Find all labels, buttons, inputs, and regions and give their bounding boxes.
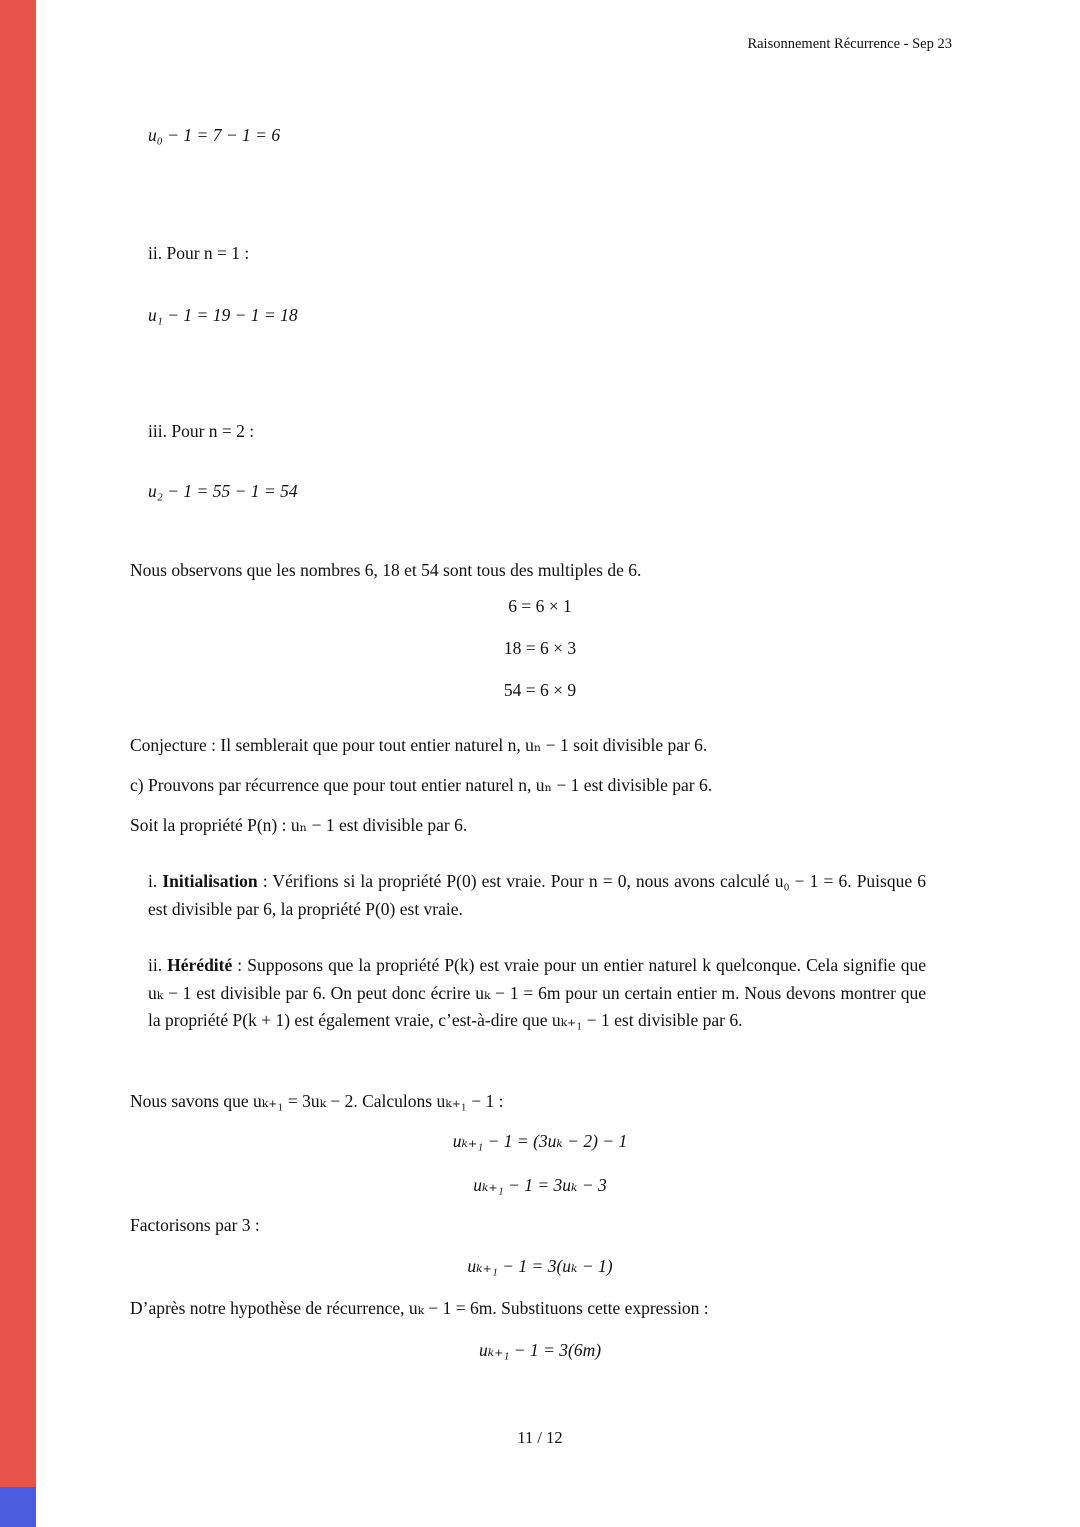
soit-propriete-paragraph: Soit la propriété P(n) : uₙ − 1 est divisible par 6.: [130, 815, 468, 835]
factorisons-paragraph: Factorisons par 3 :: [130, 1215, 260, 1235]
left-accent-strip: [0, 0, 36, 1527]
equation-mult-3: 54 = 6 × 9: [503, 680, 577, 700]
heredite-text: : Supposons que la propriété P(k) est vraie pour un entier naturel k quelconque. Cela signifie que uₖ − 1 est divisible par 6. On peut donc écrire uₖ − 1 = 6m pour un certain entier m. Nous devons montrer que la propriété P(k + 1) est également vraie, c’est-à-dire que uₖ₊₁ − 1 est divisible par 6.: [148, 955, 926, 1030]
heredite-paragraph: [148, 952, 926, 1035]
equation-k1: uₖ₊₁ − 1 = (3uₖ − 2) − 1: [452, 1131, 628, 1151]
item-ii-pour-n-1: ii. Pour n = 1 :: [148, 243, 250, 263]
hypothese-paragraph: D’après notre hypothèse de récurrence, uₖ − 1 = 6m. Substituons cette expression :: [130, 1298, 709, 1318]
heredite-label: Hérédité: [167, 955, 233, 975]
equation-k2: uₖ₊₁ − 1 = 3uₖ − 3: [473, 1175, 607, 1195]
initialisation-number: i.: [148, 871, 163, 891]
part-c-paragraph: c) Prouvons par récurrence que pour tout entier naturel n, uₙ − 1 est divisible par 6.: [130, 775, 713, 795]
page-header: Raisonnement Récurrence - Sep 23: [747, 36, 952, 52]
equation-mult-1: 6 = 6 × 1: [508, 596, 572, 616]
initialisation-text: : Vérifions si la propriété P(0) est vraie. Pour n = 0, nous avons calculé u₀ − 1 = 6. Puisque 6 est divisible par 6, la propriété P(0) est vraie.: [148, 871, 926, 919]
equation-k4: uₖ₊₁ − 1 = 3(6m): [478, 1340, 602, 1360]
conjecture-paragraph: Conjecture : Il semblerait que pour tout entier naturel n, uₙ − 1 soit divisible par 6.: [130, 735, 708, 755]
item-iii-pour-n-2: iii. Pour n = 2 :: [148, 421, 255, 441]
observation-paragraph: Nous observons que les nombres 6, 18 et 54 sont tous des multiples de 6.: [130, 560, 642, 580]
equation-u0: u₀ − 1 = 7 − 1 = 6: [148, 125, 281, 145]
nous-savons-paragraph: Nous savons que uₖ₊₁ = 3uₖ − 2. Calculons uₖ₊₁ − 1 :: [130, 1091, 504, 1111]
heredite-number: ii.: [148, 955, 168, 975]
equation-mult-2: 18 = 6 × 3: [503, 638, 577, 658]
equation-u2: u₂ − 1 = 55 − 1 = 54: [148, 481, 298, 501]
equation-k3: uₖ₊₁ − 1 = 3(uₖ − 1): [467, 1256, 613, 1276]
initialisation-label: Initialisation: [162, 871, 258, 891]
equation-u1: u₁ − 1 = 19 − 1 = 18: [148, 305, 298, 325]
page-number: 11 / 12: [517, 1428, 563, 1447]
bottom-left-accent-block: [0, 1487, 36, 1527]
initialisation-paragraph: [148, 868, 926, 923]
